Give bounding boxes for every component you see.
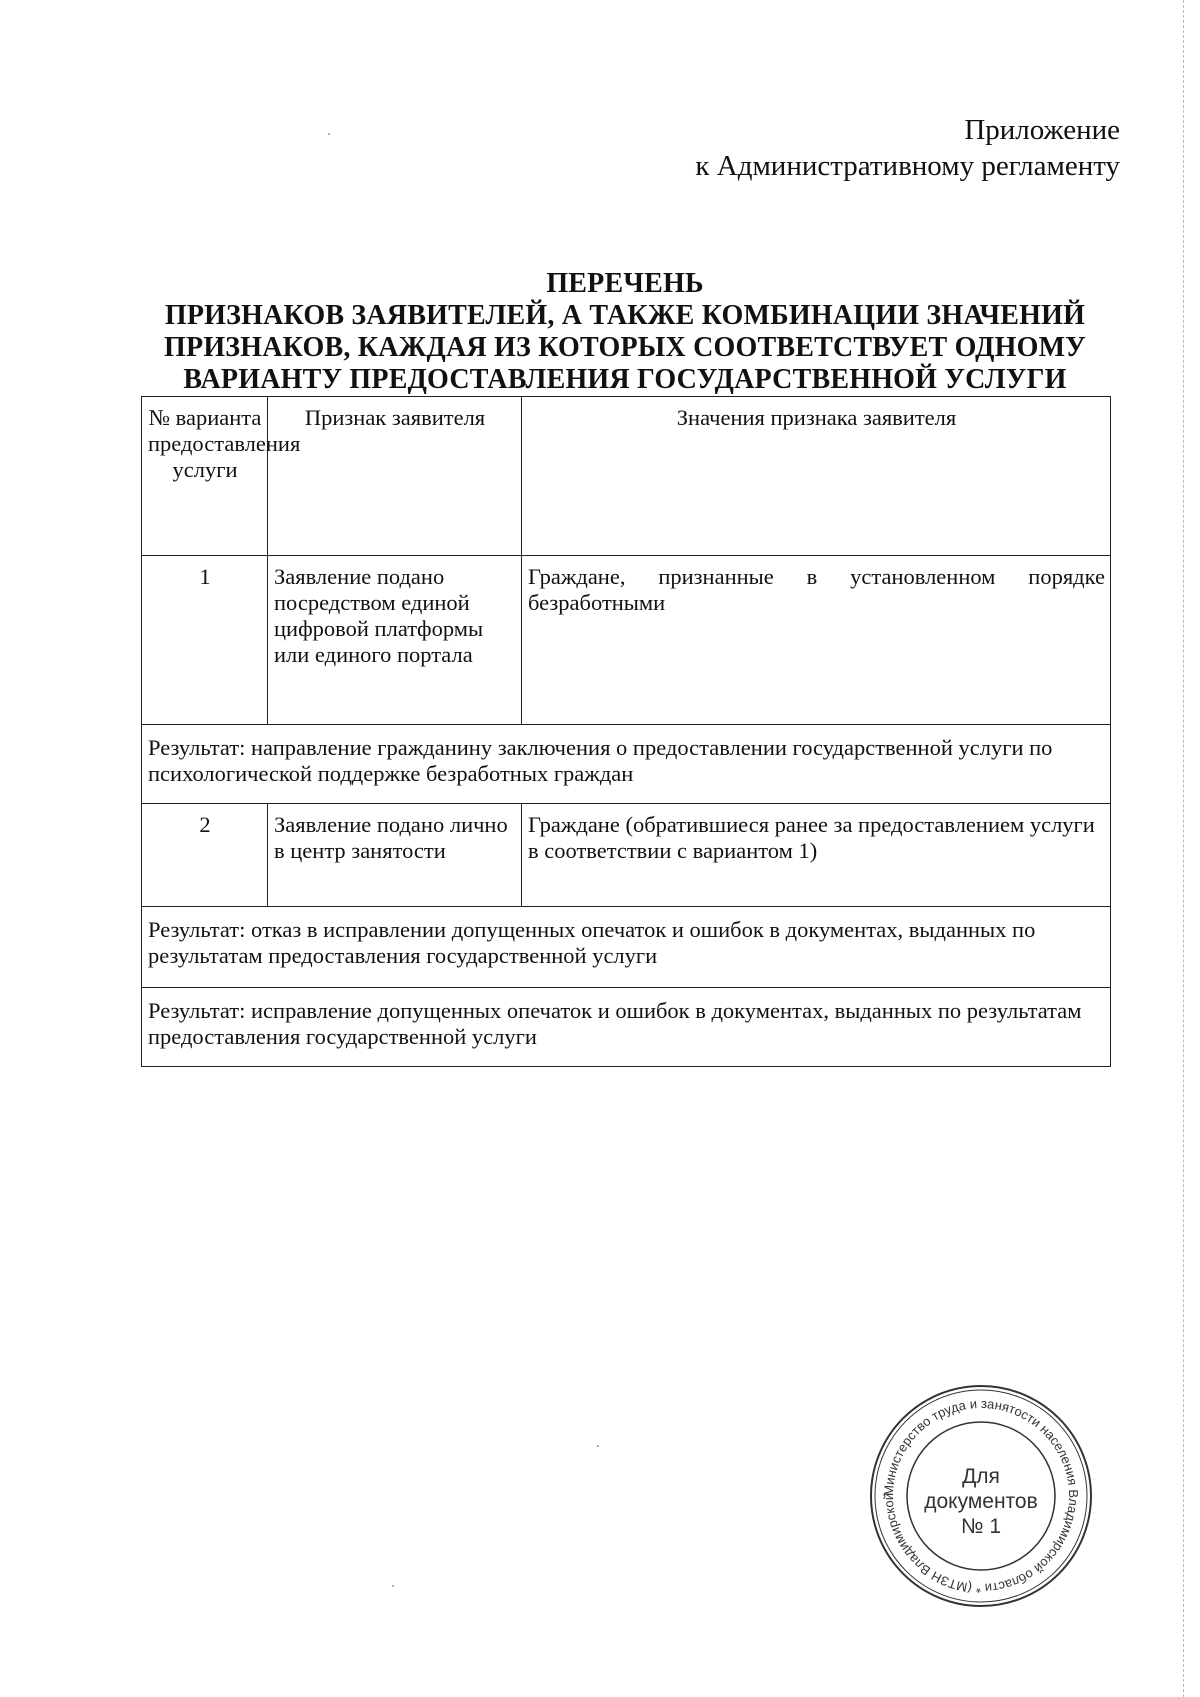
appendix-line-2: к Административному регламенту (695, 150, 1120, 182)
variants-table (141, 396, 1111, 1067)
title-line-1: ПЕРЕЧЕНЬ (546, 268, 704, 299)
appendix-header (695, 112, 1120, 184)
stamp-center-line-3: № 1 (960, 1515, 1002, 1538)
result-cell: Результат: отказ в исправлении допущенных опечаток и ошибок в документах, выданных по результатам предоставления государственной услуги (142, 907, 1111, 988)
table-row (142, 556, 1111, 725)
header-applicant-sign: Признак заявителя (268, 397, 522, 556)
variant-number-cell: 2 (142, 804, 268, 907)
document-title (140, 268, 1110, 396)
header-variant-number: № варианта предоставления услуги (142, 397, 268, 556)
header-sign-values: Значения признака заявителя (522, 397, 1111, 556)
applicant-sign-cell: Заявление подано лично в центр занятости (268, 804, 522, 907)
stamp-center-line-1: Для (962, 1465, 1000, 1488)
stamp-seal-icon (866, 1381, 1096, 1611)
stamp-ring-text: Министерство труда и занятости населения Владимирской области * (МТЗН Владимирской (880, 1395, 1082, 1597)
result-cell: Результат: исправление допущенных опечаток и ошибок в документах, выданных по результатам предоставления государственной услуги (142, 988, 1111, 1067)
appendix-line-1: Приложение (964, 114, 1120, 146)
result-row (142, 725, 1111, 804)
scan-speck (328, 133, 330, 135)
sign-value-cell: Граждане (обратившиеся ранее за предоставлением услуги в соответствии с вариантом 1) (522, 804, 1111, 907)
table-header-row (142, 397, 1111, 556)
result-row (142, 988, 1111, 1067)
result-cell: Результат: направление гражданину заключения о предоставлении государственной услуги по психологической поддержке безработных граждан (142, 725, 1111, 804)
applicant-sign-cell: Заявление подано посредством единой цифровой платформы или единого портала (268, 556, 522, 725)
official-stamp (866, 1381, 1096, 1611)
scan-speck (597, 1445, 599, 1447)
sign-value-cell: Граждане, признанные в установленном порядке безработными (522, 556, 1111, 725)
title-line-2: ПРИЗНАКОВ ЗАЯВИТЕЛЕЙ, А ТАКЖЕ КОМБИНАЦИИ ЗНАЧЕНИЙ (164, 300, 1086, 331)
page-edge-line (1183, 0, 1184, 1697)
stamp-center-line-2: документов (924, 1490, 1038, 1513)
variant-number-cell: 1 (142, 556, 268, 725)
result-row (142, 907, 1111, 988)
title-line-4: ВАРИАНТУ ПРЕДОСТАВЛЕНИЯ ГОСУДАРСТВЕННОЙ УСЛУГИ (183, 364, 1067, 395)
title-line-3: ПРИЗНАКОВ, КАЖДАЯ ИЗ КОТОРЫХ СООТВЕТСТВУЕТ ОДНОМУ (164, 332, 1086, 363)
table-row (142, 804, 1111, 907)
scan-speck (392, 1585, 394, 1587)
